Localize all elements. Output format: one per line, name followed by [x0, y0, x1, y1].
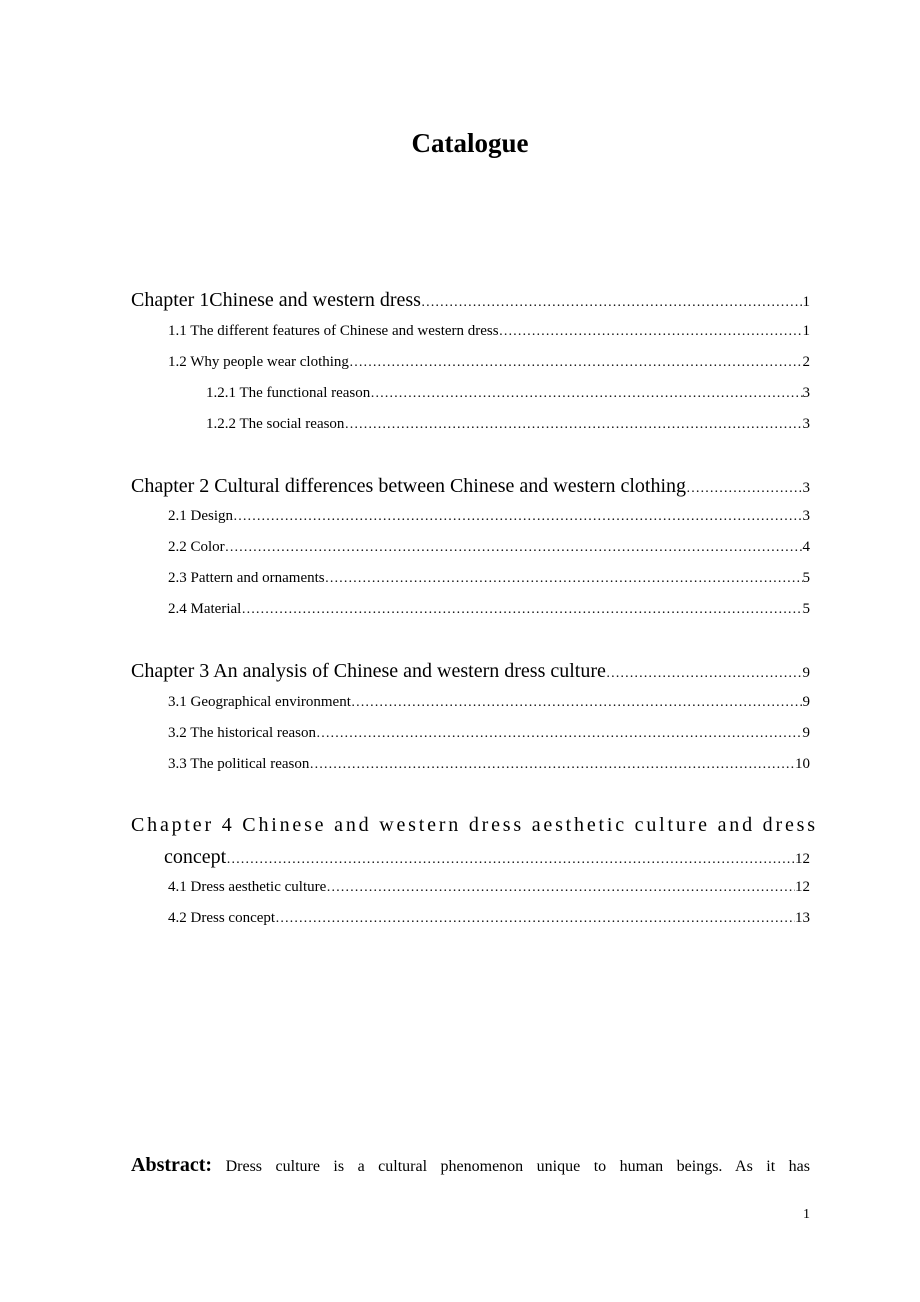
toc-label: Chapter 3 An analysis of Chinese and western dress culture — [131, 660, 606, 682]
toc-page-number: 12 — [795, 879, 810, 895]
toc-chapter-3[interactable] — [131, 660, 810, 683]
toc-page-number: 10 — [795, 756, 810, 772]
toc-label: 1.2 Why people wear clothing — [168, 354, 349, 370]
page-title: Catalogue — [411, 128, 529, 158]
toc-section-2-3[interactable] — [168, 570, 810, 587]
toc-chapter-4-line-1[interactable]: Chapter 4 Chinese and western dress aesthetic culture and dress — [131, 814, 818, 836]
toc-page-number: 3 — [802, 508, 810, 524]
toc-leader-dots — [233, 509, 803, 525]
toc-leader-dots — [225, 540, 803, 556]
toc-leader-dots — [606, 666, 803, 682]
toc-page-number: 9 — [802, 725, 810, 741]
toc-leader-dots — [499, 324, 803, 340]
toc-page-number: 9 — [802, 665, 810, 681]
toc-page-number: 3 — [802, 385, 810, 401]
toc-section-4-1[interactable] — [168, 879, 810, 896]
toc-page-number: 1 — [802, 323, 810, 339]
toc-page-number: 2 — [802, 354, 810, 370]
toc-leader-dots — [349, 355, 803, 371]
toc-section-3-1[interactable] — [168, 694, 810, 711]
toc-page-number: 3 — [802, 416, 810, 432]
toc-leader-dots — [275, 911, 795, 927]
toc-section-1-2[interactable] — [168, 354, 810, 371]
toc-label: 2.4 Material — [168, 601, 242, 617]
toc-leader-dots — [309, 757, 795, 773]
abstract-paragraph — [131, 1154, 810, 1177]
toc-leader-dots — [686, 481, 802, 497]
toc-label: Chapter 1Chinese and western dress — [131, 289, 421, 311]
toc-label: 3.3 The political reason — [168, 756, 310, 772]
toc-leader-dots — [326, 880, 795, 896]
toc-page-number: 3 — [802, 480, 810, 496]
toc-leader-dots — [316, 726, 802, 742]
toc-page-number: 5 — [802, 570, 810, 586]
toc-section-3-3[interactable] — [168, 756, 810, 773]
toc-page-number: 5 — [802, 601, 810, 617]
toc-label: concept — [164, 846, 227, 868]
toc-subsection-1-2-2[interactable] — [206, 416, 810, 433]
toc-page-number: 12 — [795, 851, 810, 867]
toc-section-3-2[interactable] — [168, 725, 810, 742]
toc-label: Chapter 2 Cultural differences between Chinese and western clothing — [131, 475, 687, 497]
toc-page-number: 1 — [802, 294, 810, 310]
toc-leader-dots — [344, 417, 802, 433]
page-number: 1 — [803, 1207, 810, 1222]
toc-leader-dots — [325, 571, 803, 587]
toc-label: 3.2 The historical reason — [168, 725, 317, 741]
toc-chapter-2[interactable] — [131, 475, 810, 498]
toc-page-number: 4 — [802, 539, 810, 555]
abstract-text: Dress culture is a cultural phenomenon unique to human beings. As it has — [225, 1158, 811, 1175]
toc-label: 2.2 Color — [168, 539, 225, 555]
toc-chapter-4[interactable] — [164, 846, 810, 869]
toc-chapter-1[interactable] — [131, 289, 810, 312]
toc-leader-dots — [226, 852, 795, 868]
toc-leader-dots — [351, 695, 803, 711]
toc-section-2-2[interactable] — [168, 539, 810, 556]
toc-section-2-4[interactable] — [168, 601, 810, 618]
toc-label: 1.1 The different features of Chinese and western dress — [168, 323, 499, 339]
toc-page-number: 9 — [802, 694, 810, 710]
toc-page-number: 13 — [795, 910, 810, 926]
toc-label: 3.1 Geographical environment — [168, 694, 351, 710]
toc-section-2-1[interactable] — [168, 508, 810, 525]
toc-label: 4.2 Dress concept — [168, 910, 276, 926]
toc-label: 1.2.2 The social reason — [206, 416, 345, 432]
toc-label: 4.1 Dress aesthetic culture — [168, 879, 327, 895]
toc-section-4-2[interactable] — [168, 910, 810, 927]
toc-label: 2.3 Pattern and ornaments — [168, 570, 325, 586]
toc-label: 2.1 Design — [168, 508, 233, 524]
toc-subsection-1-2-1[interactable] — [206, 385, 810, 402]
toc-leader-dots — [370, 386, 802, 402]
abstract-label: Abstract: — [131, 1154, 213, 1176]
toc-label: 1.2.1 The functional reason — [206, 385, 371, 401]
toc-leader-dots — [421, 295, 803, 311]
toc-section-1-1[interactable] — [168, 323, 810, 340]
toc-leader-dots — [241, 602, 802, 618]
